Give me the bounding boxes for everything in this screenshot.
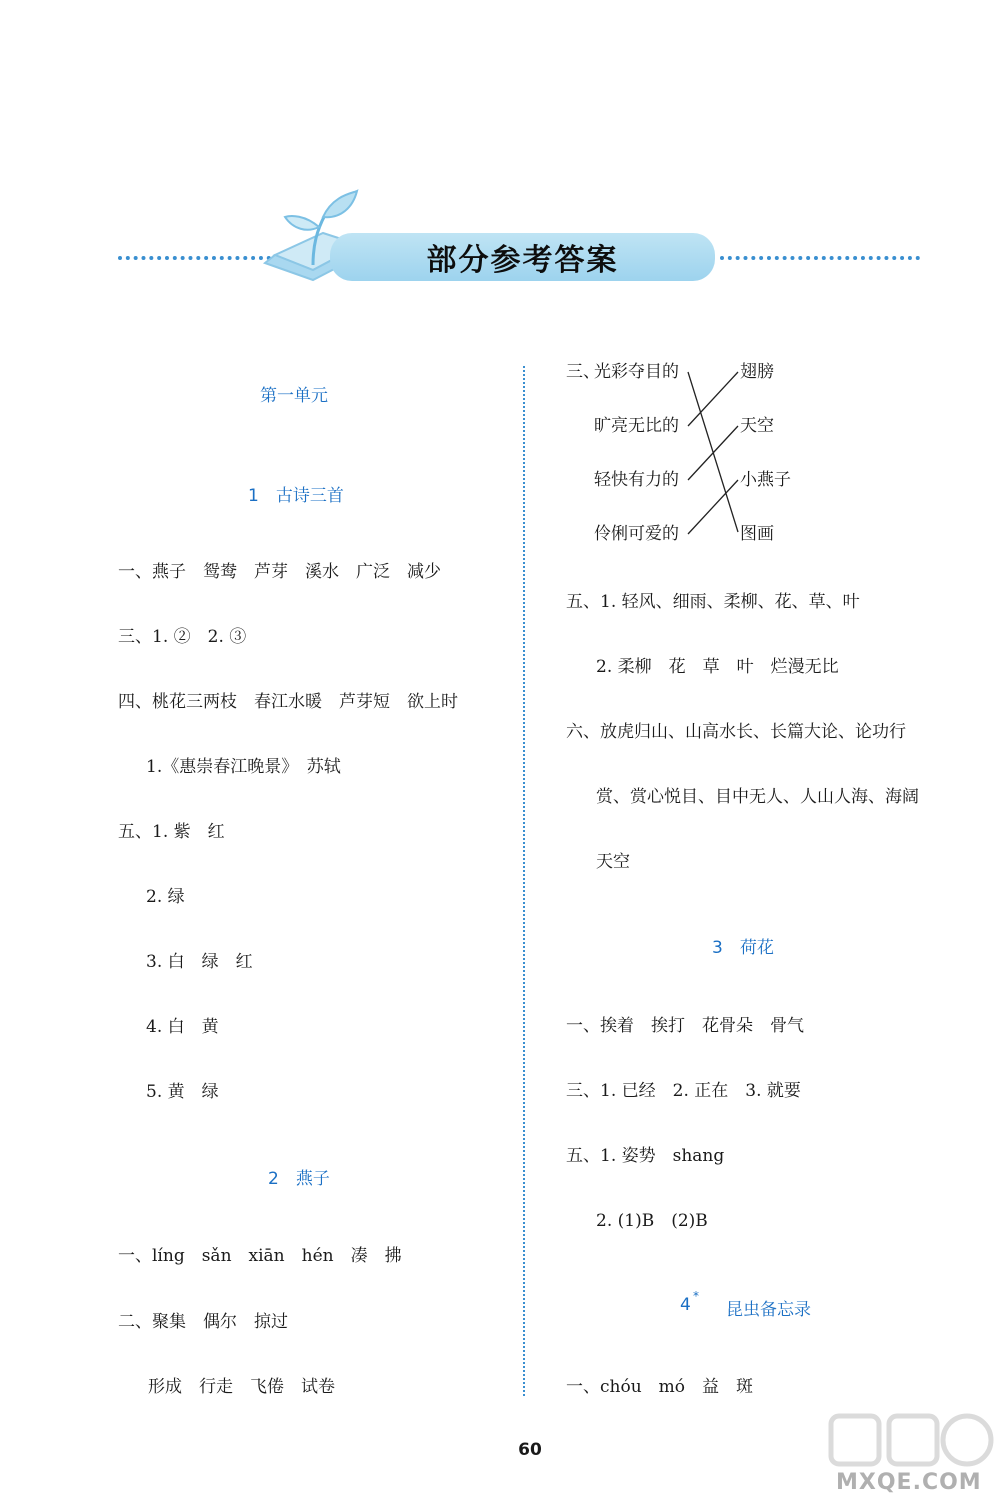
matching-prefix: 三、: [566, 362, 600, 382]
matching-left-4: 伶俐可爱的: [594, 524, 679, 544]
page-title: 部分参考答案: [426, 243, 619, 278]
lesson1-answer-5: 五、1. 紫 红: [118, 822, 225, 842]
page-number: 60: [518, 1440, 542, 1460]
watermark-text: MXQE.COM: [836, 1470, 982, 1495]
lesson4-answer-1: 一、chóu mó 益 斑: [566, 1377, 754, 1397]
lesson2-more-2: 2. 柔柳 花 草 叶 烂漫无比: [596, 657, 839, 677]
lesson3-answer-3: 五、1. 姿势 shang: [566, 1146, 725, 1166]
lesson4-title: 昆虫备忘录: [726, 1300, 811, 1320]
matching-left-3: 轻快有力的: [594, 470, 679, 490]
lesson1-answer-8: 4. 白 黄: [146, 1017, 219, 1037]
lesson3-answer-4: 2. (1)B (2)B: [596, 1211, 708, 1231]
column-divider: [523, 366, 525, 1396]
lesson1-answer-3: 四、桃花三两枝 春江水暖 芦芽短 欲上时: [118, 692, 458, 712]
lesson2-more-1: 五、1. 轻风、细雨、柔柳、花、草、叶: [566, 592, 860, 612]
lesson2-more-3: 六、放虎归山、山高水长、长篇大论、论功行: [566, 722, 906, 742]
matching-left-2: 旷亮无比的: [594, 416, 679, 436]
matching-right-2: 天空: [740, 416, 774, 436]
lesson2-answer-2: 二、聚集 偶尔 掠过: [118, 1312, 288, 1332]
matching-right-4: 图画: [740, 524, 774, 544]
lesson2-title: 2 燕子: [268, 1169, 330, 1189]
lesson3-title: 3 荷花: [712, 938, 774, 958]
lesson4-number: 4: [680, 1295, 691, 1315]
lesson3-answer-1: 一、挨着 挨打 花骨朵 骨气: [566, 1016, 804, 1036]
lesson1-answer-2: 三、1. ② 2. ③: [118, 627, 247, 647]
lesson1-answer-6: 2. 绿: [146, 887, 185, 907]
title-banner: [330, 233, 715, 281]
lesson1-answer-1: 一、燕子 鸳鸯 芦芽 溪水 广泛 减少: [118, 562, 441, 582]
lesson1-title: 1 古诗三首: [248, 486, 344, 506]
lesson1-answer-4: 1.《惠崇春江晚景》 苏轼: [146, 757, 341, 777]
match-line-3: [688, 426, 738, 480]
match-line-2: [688, 372, 738, 426]
lesson1-answer-7: 3. 白 绿 红: [146, 952, 253, 972]
lesson2-answer-1: 一、líng sǎn xiān hén 凑 拂: [118, 1246, 402, 1266]
matching-left-1: 光彩夺目的: [594, 362, 679, 382]
matching-right-1: 翅膀: [740, 362, 774, 382]
lesson2-answer-3: 形成 行走 飞倦 试卷: [148, 1377, 335, 1397]
lesson3-answer-2: 三、1. 已经 2. 正在 3. 就要: [566, 1081, 801, 1101]
lesson4-mark: *: [693, 1289, 699, 1303]
lesson2-more-5: 天空: [596, 852, 630, 872]
lesson1-answer-9: 5. 黄 绿: [146, 1082, 219, 1102]
matching-right-3: 小燕子: [740, 470, 791, 490]
dotted-rule-right: [720, 256, 920, 260]
unit-title: 第一单元: [260, 386, 328, 406]
match-line-1: [688, 372, 738, 532]
lesson2-more-4: 赏、赏心悦目、目中无人、人山人海、海阔: [596, 787, 919, 807]
matching-lines: [680, 360, 750, 550]
